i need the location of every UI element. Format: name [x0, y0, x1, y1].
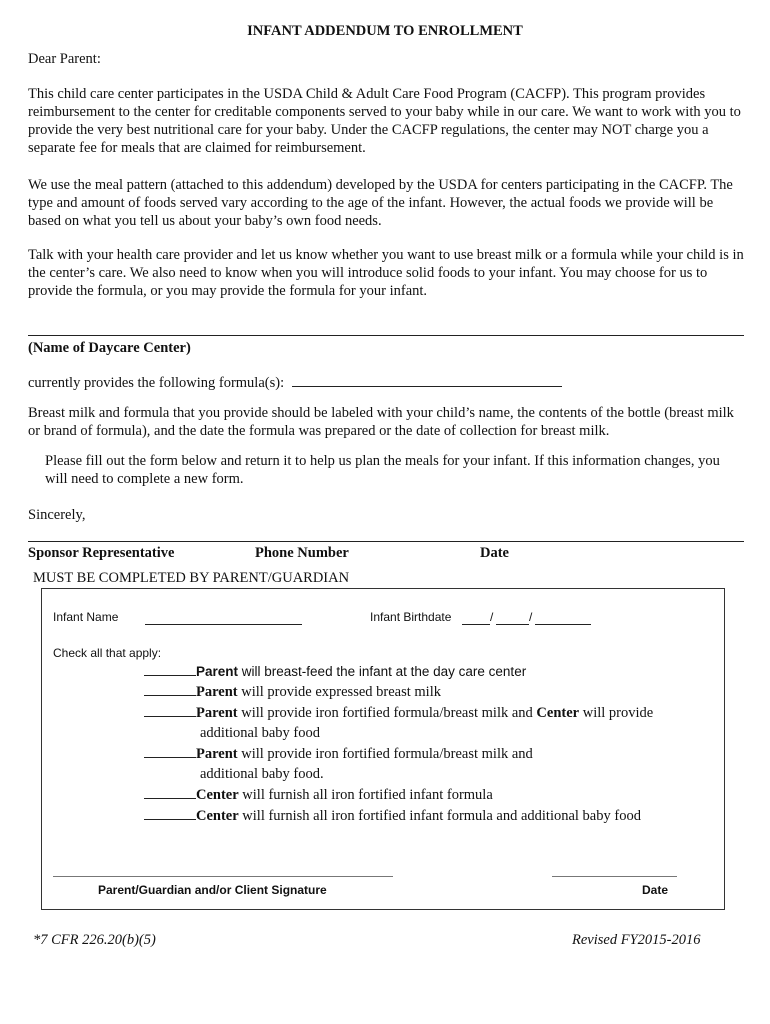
check-all-label: Check all that apply: — [53, 646, 162, 660]
infant-name-label: Infant Name — [53, 610, 119, 624]
paragraph-fill-form: Please fill out the form below and return it to help us plan the meals for your infant. If this information changes, you will need to complete a new form. — [45, 453, 720, 487]
option-expressed-milk[interactable]: Parent will provide expressed breast milk — [144, 682, 704, 703]
sponsor-rep-label: Sponsor Representative — [28, 545, 175, 561]
infant-birthdate-label: Infant Birthdate — [370, 610, 452, 624]
closing: Sincerely, — [28, 507, 86, 523]
sponsor-date-label: Date — [480, 545, 509, 561]
parent-date-label: Date — [642, 883, 669, 897]
birthdate-day-field[interactable] — [496, 624, 529, 625]
option-continuation: additional baby food. — [200, 766, 324, 782]
center-name-line[interactable] — [28, 335, 744, 336]
formula-line-label: currently provides the following formula(s): — [28, 375, 285, 391]
option-continuation: additional baby food — [200, 725, 321, 741]
footer-citation: *7 CFR 226.20(b)(5) — [33, 932, 156, 948]
paragraph-labeling: Breast milk and formula that you provide should be labeled with your child’s name, the contents of the bottle (breast milk or brand of formula), and the date the formula was prepared or the date of collection for breast milk. — [28, 405, 734, 439]
formula-line — [28, 374, 744, 392]
option-parent-formula-center-food[interactable]: Parent will provide iron fortified formula/breast milk and Center will provide — [144, 703, 704, 724]
infant-name-field[interactable] — [145, 624, 302, 625]
option-checkbox-line[interactable] — [144, 786, 196, 799]
option-checkbox-line[interactable] — [144, 745, 196, 758]
option-checkbox-line[interactable] — [144, 663, 196, 676]
parent-date-line[interactable] — [552, 876, 677, 877]
center-name-label: (Name of Daycare Center) — [28, 340, 191, 356]
page-title: INFANT ADDENDUM TO ENROLLMENT — [247, 23, 523, 39]
sponsor-phone-label: Phone Number — [255, 545, 349, 561]
option-checkbox-line[interactable] — [144, 807, 196, 820]
birthdate-year-field[interactable] — [535, 624, 591, 625]
paragraph-cacfp: This child care center participates in the USDA Child & Adult Care Food Program (CACFP). This program provides reimbursement to the center for creditable components served to your baby while in our care. We want to work with you to provide the very best nutritional care for your baby. Under the CACFP regulations, the center may NOT charge you a separate fee for meals that are claimed for reimbursement. — [28, 86, 741, 156]
birthdate-slash-2: / — [529, 610, 533, 624]
option-checkbox-line[interactable] — [144, 683, 196, 696]
option-center-formula[interactable]: Center will furnish all iron fortified infant formula — [144, 785, 704, 806]
parent-signature-label: Parent/Guardian and/or Client Signature — [98, 883, 327, 897]
option-checkbox-line[interactable] — [144, 704, 196, 717]
footer-revised: Revised FY2015-2016 — [572, 932, 701, 948]
sponsor-signature-line[interactable] — [28, 541, 744, 542]
option-breast-feed[interactable]: Parent will breast-feed the infant at the day care center — [144, 662, 704, 683]
paragraph-meal-pattern: We use the meal pattern (attached to this addendum) developed by the USDA for centers participating in the CACFP. The type and amount of foods served vary according to the age of the infant. However, the actual foods we provide will be based on what you tell us about your baby’s own food needs. — [28, 177, 733, 229]
birthdate-slash-1: / — [490, 610, 494, 624]
parent-signature-line[interactable] — [53, 876, 393, 877]
formula-input-line[interactable] — [292, 374, 562, 387]
birthdate-month-field[interactable] — [462, 624, 490, 625]
option-center-formula-food[interactable]: Center will furnish all iron fortified infant formula and additional baby food — [144, 806, 704, 827]
salutation: Dear Parent: — [28, 51, 101, 67]
option-parent-formula-food[interactable]: Parent will provide iron fortified formula/breast milk and — [144, 744, 704, 765]
paragraph-health-provider: Talk with your health care provider and let us know whether you want to use breast milk or a formula while your child is in the center’s care. We also need to know when you will introduce solid foods to your infant. You may choose for us to provide the formula, or you may provide the formula for your infant. — [28, 247, 744, 299]
must-complete-heading: MUST BE COMPLETED BY PARENT/GUARDIAN — [33, 570, 350, 586]
